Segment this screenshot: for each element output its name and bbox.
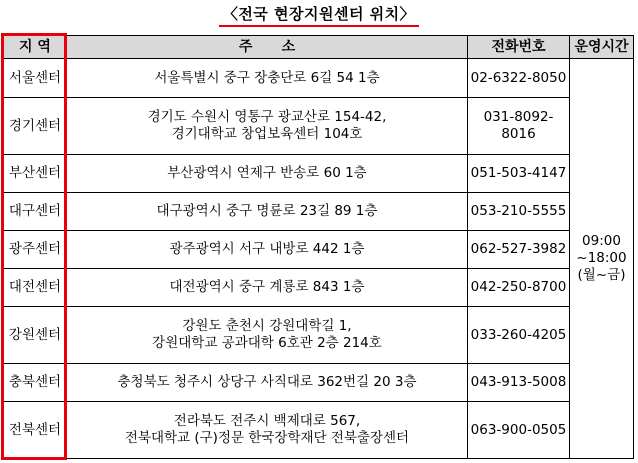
table-header-row [4, 36, 634, 59]
table-row [4, 98, 634, 155]
table-row [4, 155, 634, 193]
region-cell: 광주센터 [4, 231, 67, 269]
table-row [4, 402, 634, 459]
phone-cell: 051-503-4147 [468, 155, 570, 193]
phone-cell: 063-900-0505 [468, 402, 570, 459]
header-address: 주 소 [67, 36, 468, 59]
table-row [4, 231, 634, 269]
region-cell: 강원센터 [4, 307, 67, 364]
phone-cell: 031-8092-8016 [468, 98, 570, 155]
hours-cell: 09:00 ~18:00 (월~금) [570, 59, 634, 459]
title-container [0, 4, 638, 27]
address-cell: 대구광역시 중구 명륜로 23길 89 1층 [67, 193, 468, 231]
region-cell: 부산센터 [4, 155, 67, 193]
table-row [4, 59, 634, 98]
phone-cell: 042-250-8700 [468, 269, 570, 307]
phone-cell: 062-527-3982 [468, 231, 570, 269]
region-cell: 경기센터 [4, 98, 67, 155]
address-cell: 서울특별시 중구 장충단로 6길 54 1층 [67, 59, 468, 98]
page-title: 〈전국 현장지원센터 위치〉 [219, 5, 419, 27]
header-region: 지 역 [4, 36, 67, 59]
address-cell: 충청북도 청주시 상당구 사직대로 362번길 20 3층 [67, 364, 468, 402]
table-row [4, 364, 634, 402]
region-cell: 서울센터 [4, 59, 67, 98]
region-cell: 전북센터 [4, 402, 67, 459]
region-cell: 대구센터 [4, 193, 67, 231]
table-row [4, 269, 634, 307]
header-phone: 전화번호 [468, 36, 570, 59]
address-cell: 대전광역시 중구 계룡로 843 1층 [67, 269, 468, 307]
phone-cell: 02-6322-8050 [468, 59, 570, 98]
address-cell: 광주광역시 서구 내방로 442 1층 [67, 231, 468, 269]
table-row [4, 307, 634, 364]
address-cell: 부산광역시 연제구 반송로 60 1층 [67, 155, 468, 193]
address-cell: 경기도 수원시 영통구 광교산로 154-42, 경기대학교 창업보육센터 104호 [67, 98, 468, 155]
table-row [4, 193, 634, 231]
phone-cell: 053-210-5555 [468, 193, 570, 231]
address-cell: 전라북도 전주시 백제대로 567, 전북대학교 (구)정문 한국장학재단 전북출장센터 [67, 402, 468, 459]
address-cell: 강원도 춘천시 강원대학길 1, 강원대학교 공과대학 6호관 2층 214호 [67, 307, 468, 364]
region-cell: 충북센터 [4, 364, 67, 402]
phone-cell: 043-913-5008 [468, 364, 570, 402]
phone-cell: 033-260-4205 [468, 307, 570, 364]
region-cell: 대전센터 [4, 269, 67, 307]
center-location-table [3, 35, 634, 459]
header-hours: 운영시간 [570, 36, 634, 59]
